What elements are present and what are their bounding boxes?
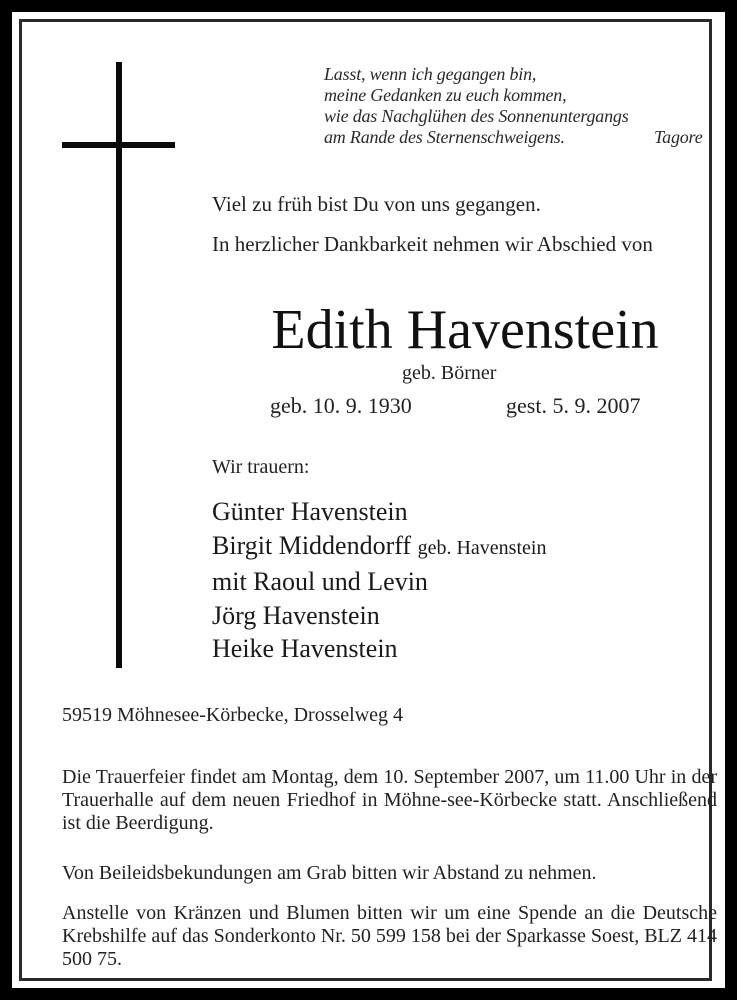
family-address: 59519 Möhnesee-Körbecke, Drosselweg 4: [62, 704, 404, 726]
donation-paragraph: Anstelle von Kränzen und Blumen bitten wir um eine Spende an die Deutsche Krebshilfe auf das Sonderkonto Nr. 50 599 158 bei der Sparkasse Soest, BLZ 414 500 75.: [62, 902, 717, 970]
mourner-name: mit Raoul und Levin: [212, 567, 428, 596]
mourners-list: [212, 495, 546, 666]
poem-line: wie das Nachglühen des Sonnenuntergangs: [324, 106, 629, 126]
poem-author: Tagore: [654, 127, 703, 147]
cross-icon-vertical-bar: [116, 62, 122, 668]
mourner-row: [212, 495, 546, 529]
mourner-name: Günter Havenstein: [212, 497, 408, 526]
deceased-name: Edith Havenstein: [271, 299, 659, 361]
death-date: gest. 5. 9. 2007: [506, 393, 641, 418]
condolence-paragraph: Von Beileidsbekundungen am Grab bitten wir Abstand zu nehmen.: [62, 862, 597, 884]
lead-line-1: Viel zu früh bist Du von uns gegangen.: [212, 192, 541, 216]
mourner-row: [212, 599, 546, 633]
funeral-service-paragraph: Die Trauerfeier findet am Montag, dem 10. September 2007, um 11.00 Uhr in der Trauerhalle auf dem neuen Friedhof in Möhne-see-Körbecke statt. Anschließend ist die Beerdigung.: [62, 766, 717, 834]
poem-line: meine Gedanken zu euch kommen,: [324, 85, 567, 105]
cross-icon-horizontal-bar: [62, 142, 175, 148]
mourner-note: geb. Havenstein: [417, 536, 547, 559]
mourner-name: Heike Havenstein: [212, 634, 398, 663]
maiden-name: geb. Börner: [402, 362, 497, 384]
mourner-row: [212, 529, 546, 566]
poem-line: Lasst, wenn ich gegangen bin,: [324, 64, 537, 84]
obituary-notice: [19, 19, 717, 981]
poem-quote: [324, 64, 724, 148]
poem-line: am Rande des Sternenschweigens.: [324, 127, 565, 147]
mourner-name: Jörg Havenstein: [212, 600, 380, 630]
mourner-name: Birgit Middendorff: [212, 530, 412, 560]
birth-date: geb. 10. 9. 1930: [270, 393, 412, 418]
lead-line-2: In herzlicher Dankbarkeit nehmen wir Abschied von: [212, 232, 653, 256]
mourner-row: [212, 565, 546, 599]
mourner-row: [212, 632, 546, 666]
mourners-heading: Wir trauern:: [212, 456, 310, 478]
